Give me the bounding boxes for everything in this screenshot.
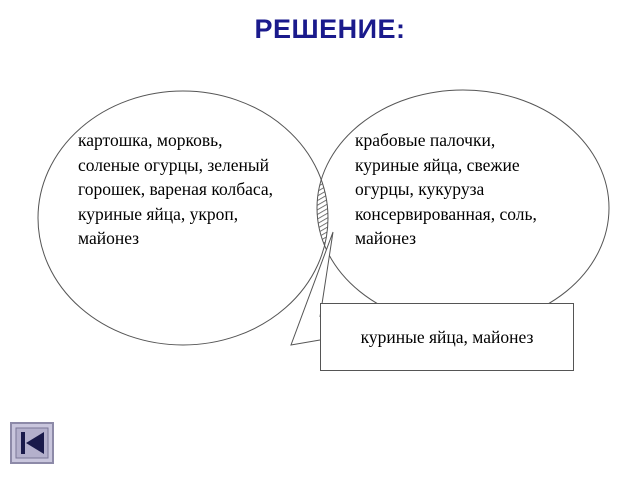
back-to-start-icon <box>12 424 52 462</box>
set-b-label: крабовые палочки, куриные яйца, свежие огурцы, кукуруза консервированная, соль, майонез <box>355 130 537 248</box>
intersection-callout <box>320 303 574 371</box>
set-a-label: картошка, морковь, соленые огурцы, зеленый горошек, вареная колбаса, куриные яйца, укроп, майонез <box>78 130 274 248</box>
intersection-label: куриные яйца, майонез <box>360 326 534 347</box>
slide-title: РЕШЕНИЕ: <box>254 14 406 44</box>
back-to-start-button[interactable] <box>10 422 54 464</box>
